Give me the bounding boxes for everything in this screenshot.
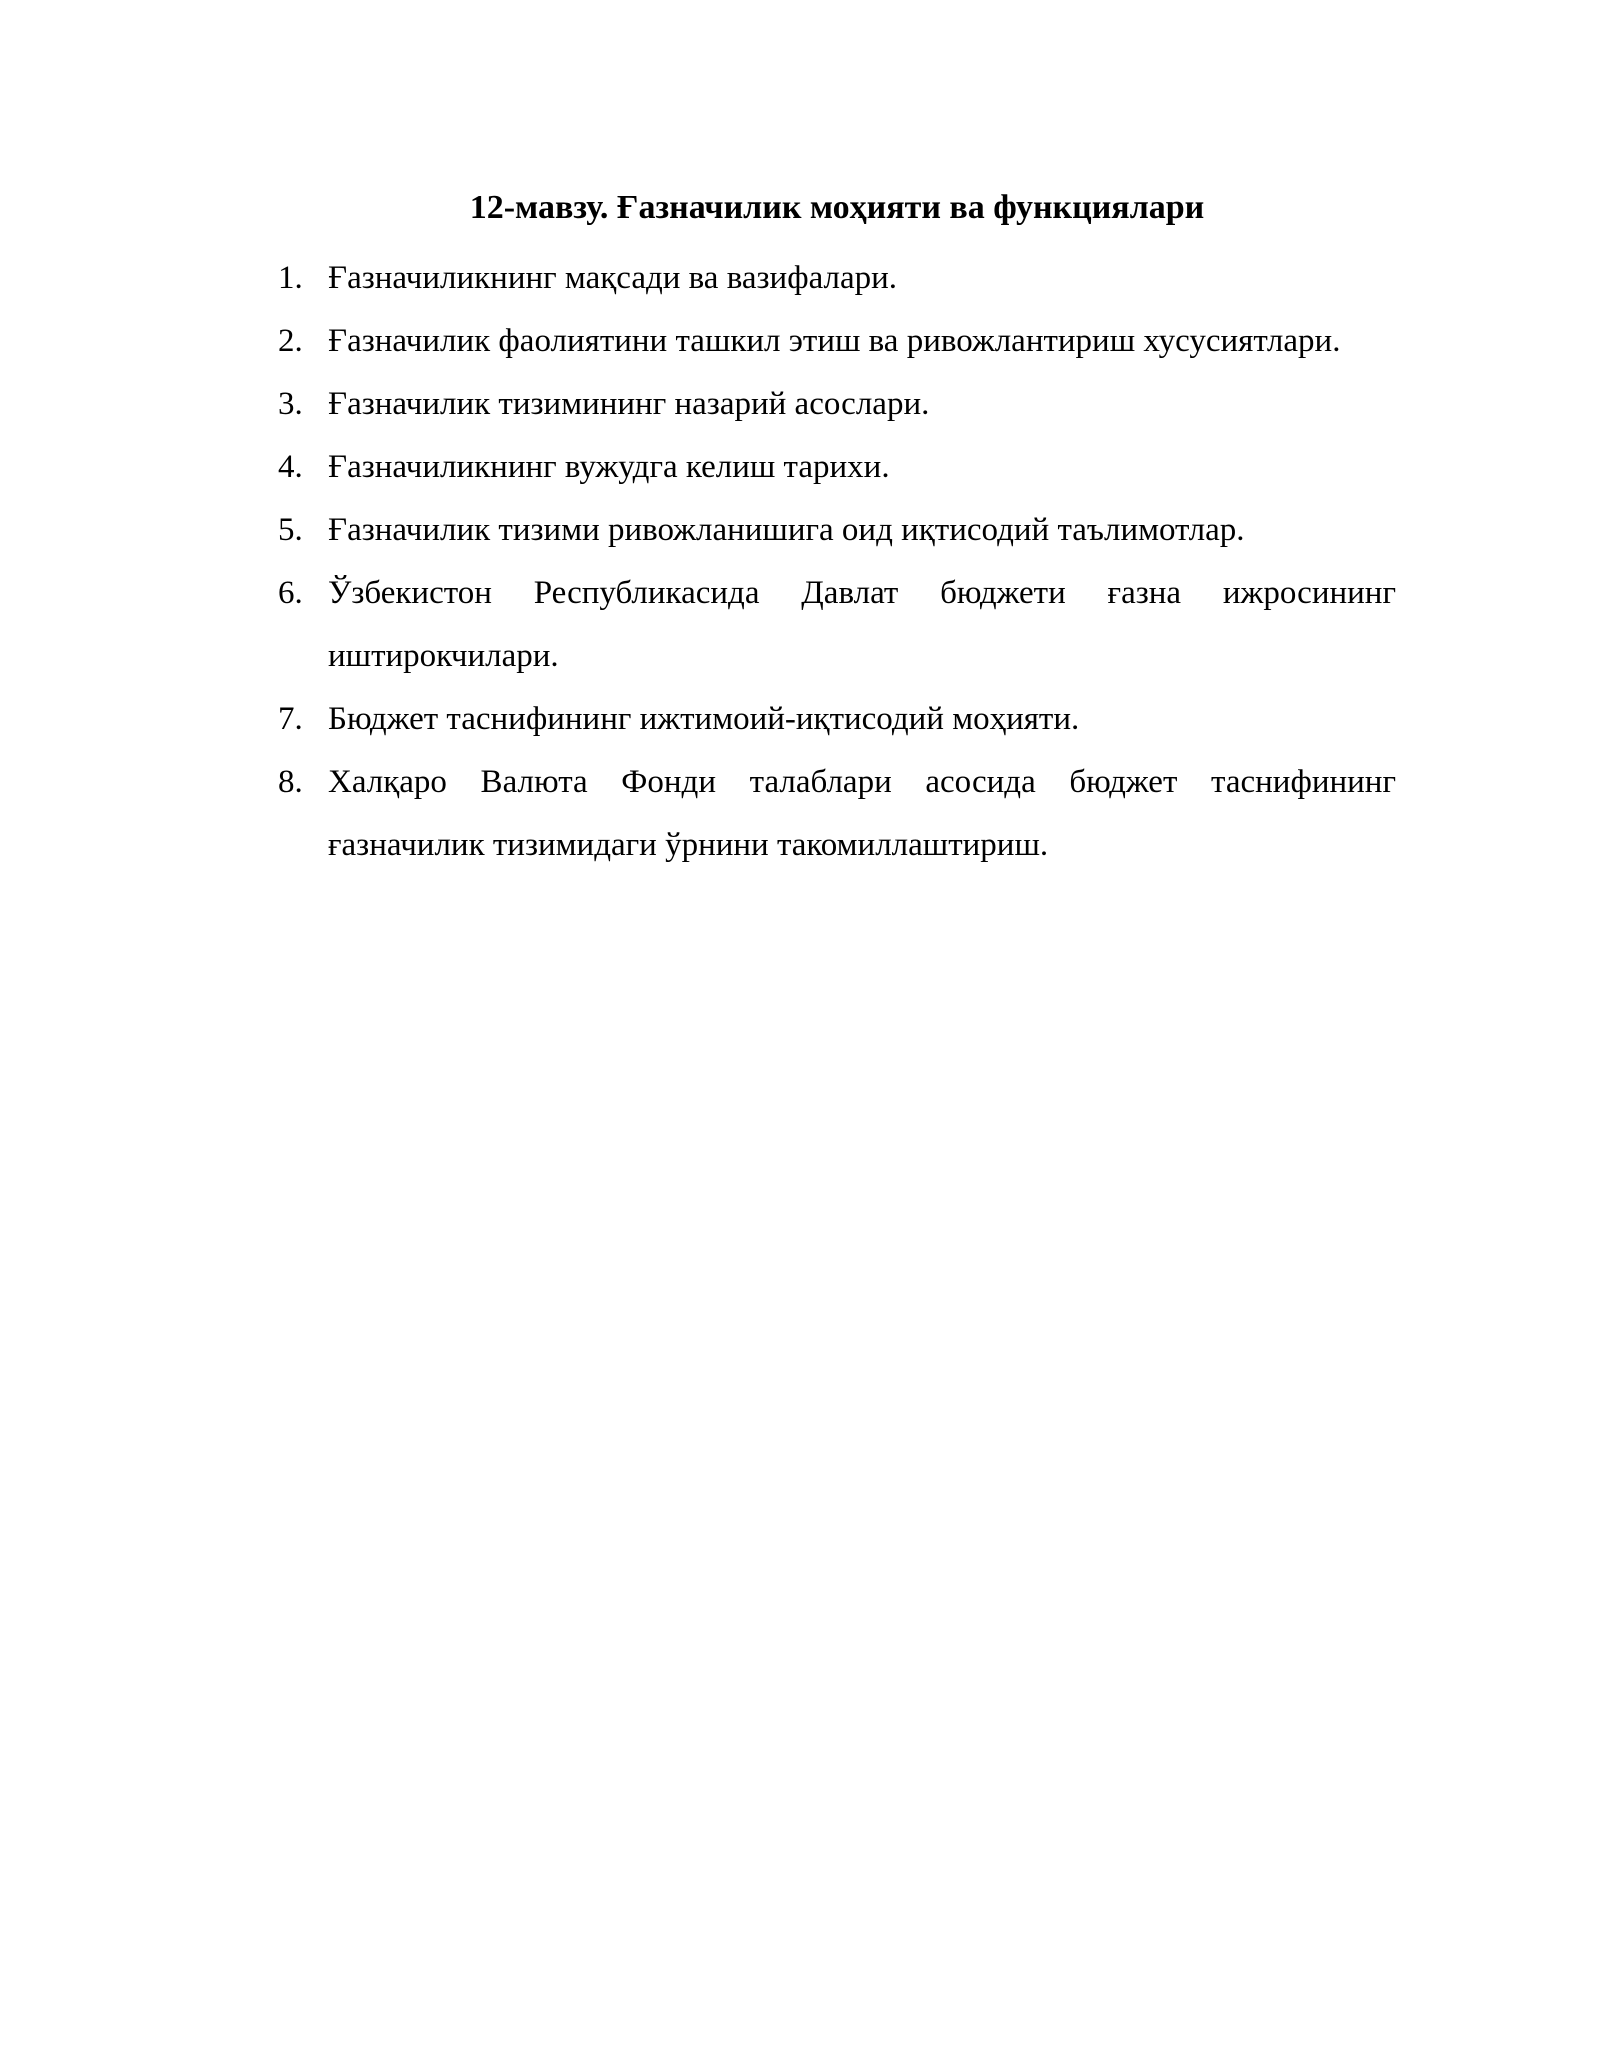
topic-list bbox=[278, 247, 1396, 877]
list-item-number: 6. bbox=[278, 575, 303, 611]
list-item bbox=[278, 310, 1396, 373]
list-item-text: Ғазначилик тизимининг назарий асослари. bbox=[328, 386, 930, 422]
document-title: 12-мавзу. Ғазначилик моҳияти ва функциялари bbox=[469, 189, 1205, 226]
list-item-text: Ғазначиликнинг вужудга келиш тарихи. bbox=[328, 449, 890, 485]
list-item-text: Халқаро Валюта Фонди талаблари асосида бюджет таснифининг ғазначилик тизимидаги ўрнини такомиллаштириш. bbox=[328, 764, 1396, 863]
list-item-number: 7. bbox=[278, 701, 303, 737]
list-item-number: 5. bbox=[278, 512, 303, 548]
list-item-number: 4. bbox=[278, 449, 303, 485]
list-item-text: Ғазначилик тизими ривожланишига оид иқтисодий таълимотлар. bbox=[328, 512, 1245, 548]
list-item bbox=[278, 436, 1396, 499]
list-item-text: Ғазначиликнинг мақсади ва вазифалари. bbox=[328, 260, 898, 296]
list-item-number: 2. bbox=[278, 323, 303, 359]
list-item bbox=[278, 562, 1396, 688]
list-item-text: Ўзбекистон Республикасида Давлат бюджети ғазна ижросининг иштирокчилари. bbox=[328, 575, 1396, 674]
list-item bbox=[278, 751, 1396, 877]
list-item-number: 8. bbox=[278, 764, 303, 800]
list-item bbox=[278, 373, 1396, 436]
list-item bbox=[278, 688, 1396, 751]
list-item-text: Ғазначилик фаолиятини ташкил этиш ва ривожлантириш хусусиятлари. bbox=[328, 323, 1341, 359]
list-item-text: Бюджет таснифининг ижтимоий-иқтисодий моҳияти. bbox=[328, 701, 1080, 737]
list-item-number: 1. bbox=[278, 260, 303, 296]
list-item bbox=[278, 499, 1396, 562]
list-item-number: 3. bbox=[278, 386, 303, 422]
list-item bbox=[278, 247, 1396, 310]
